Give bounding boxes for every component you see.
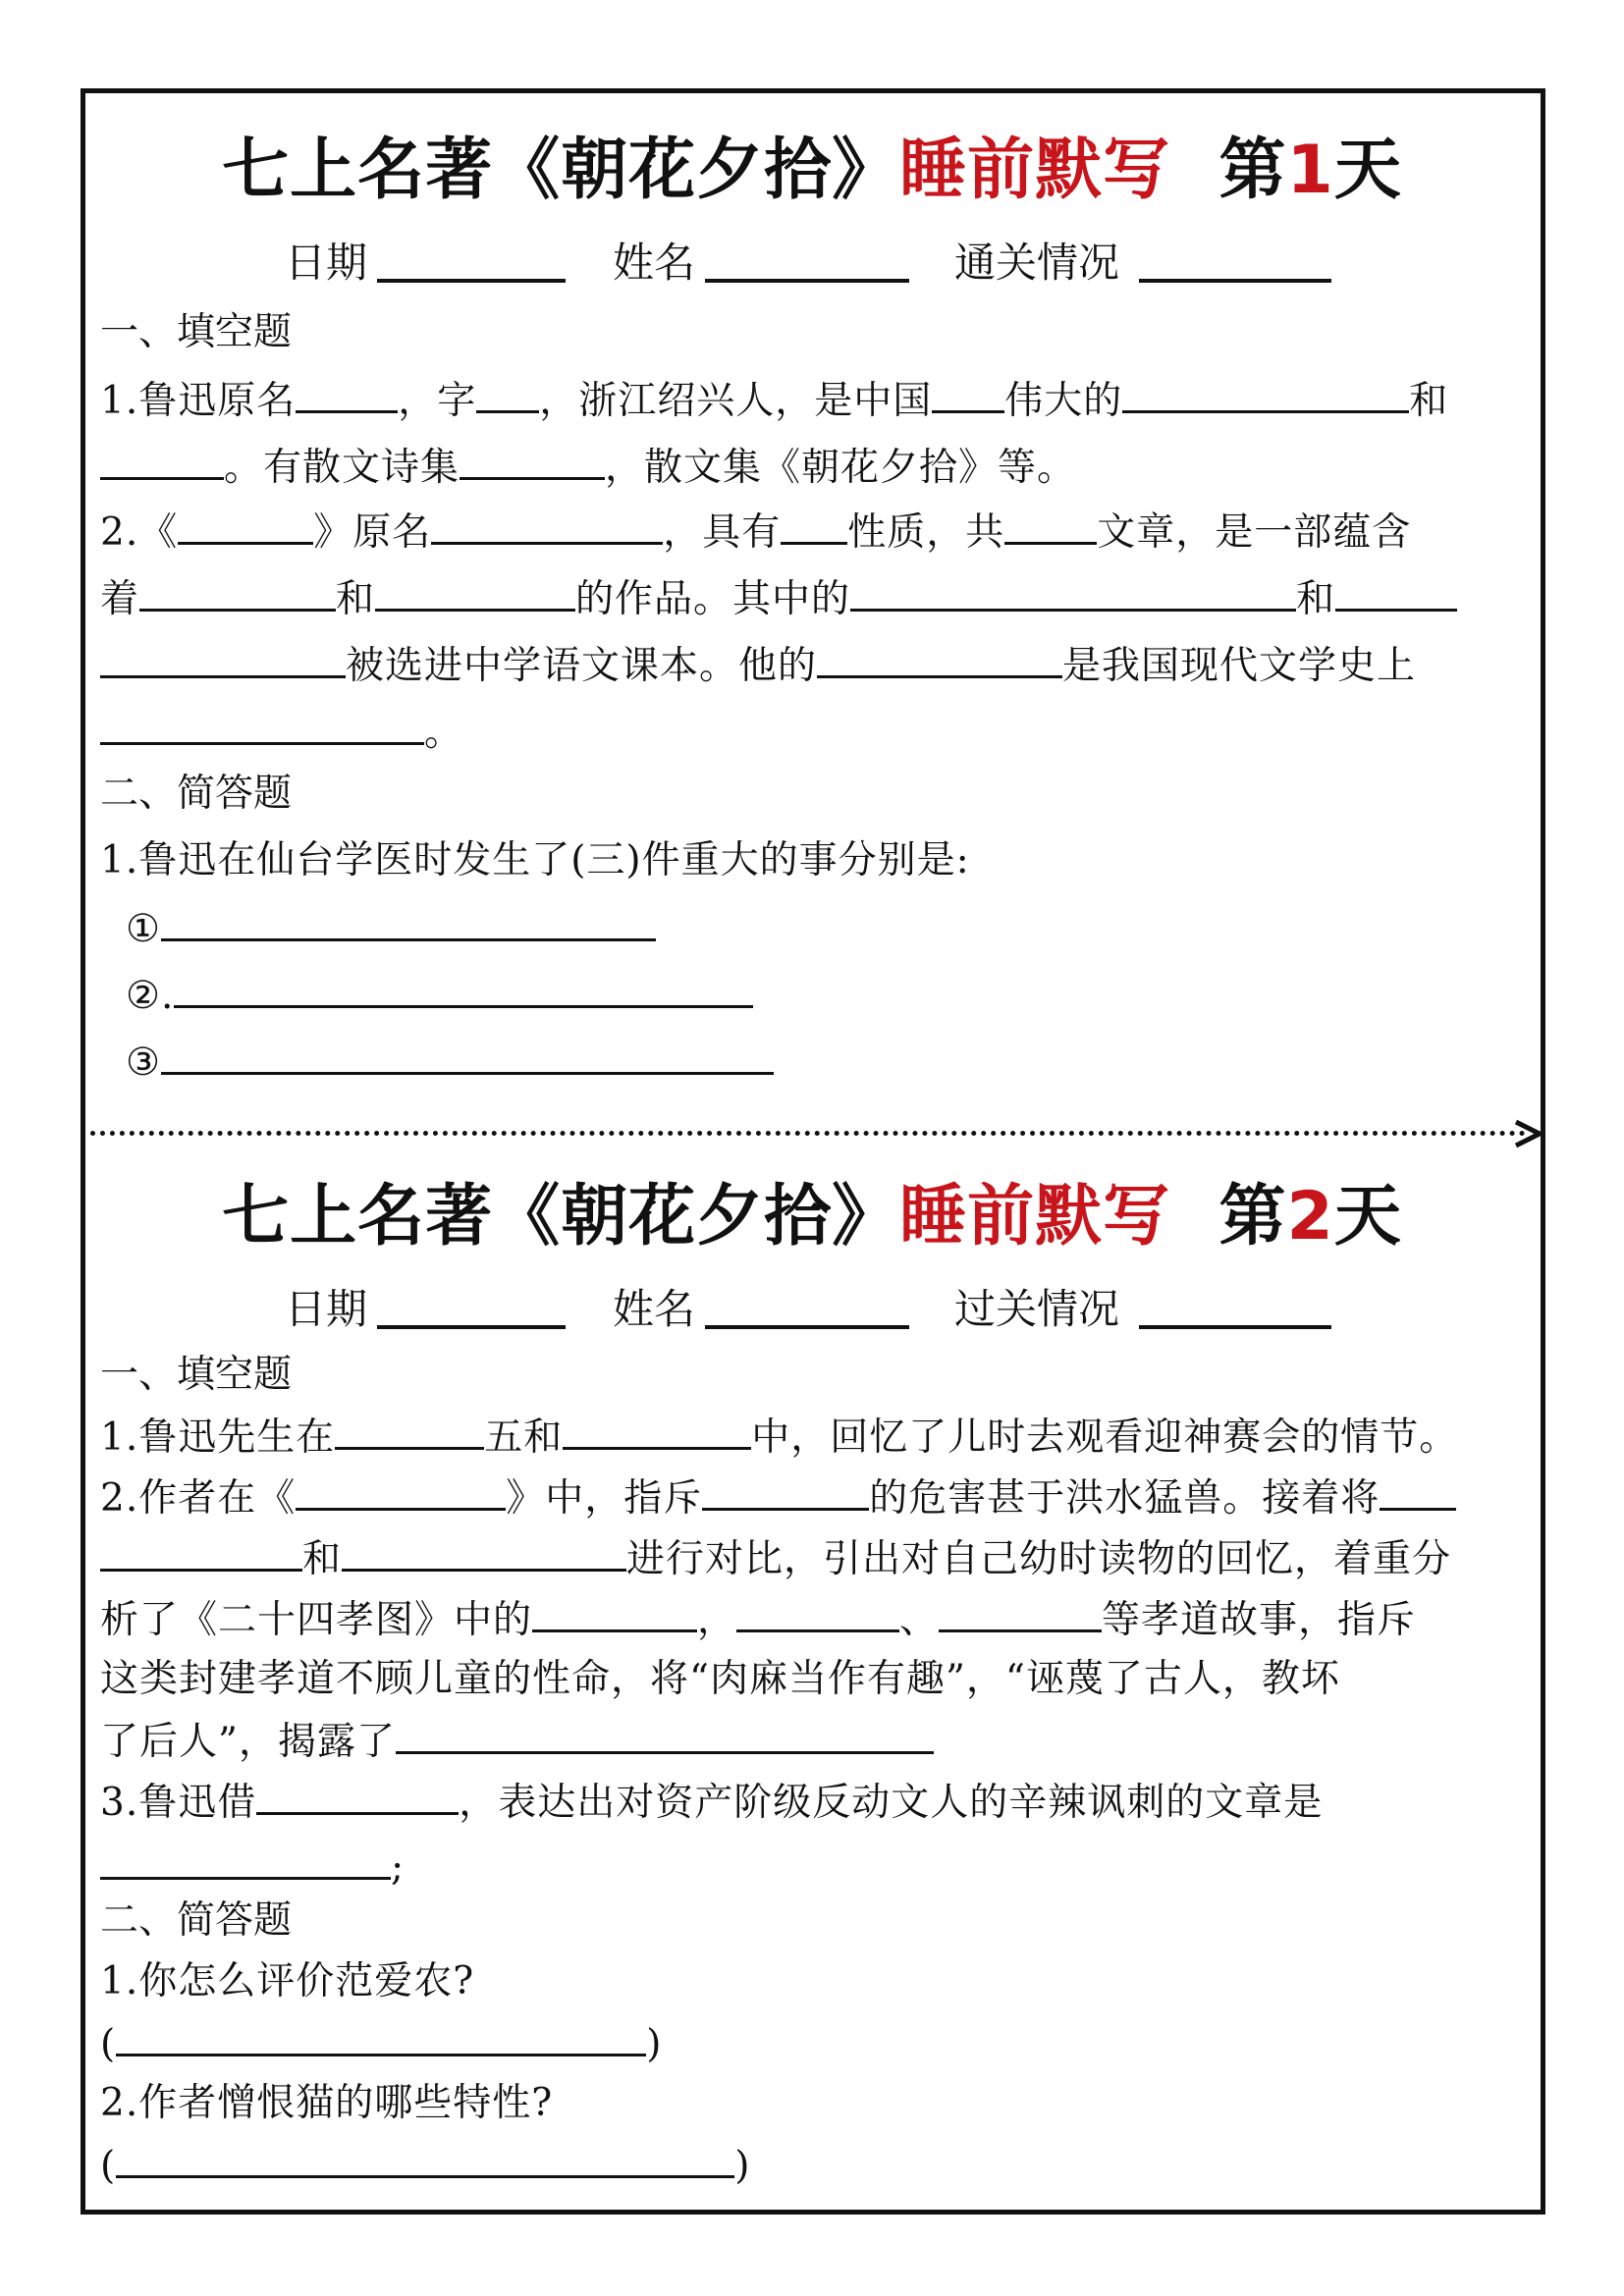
text: 中，回忆了儿时去观看迎神赛会的情节。 [751,1415,1459,1460]
day1-title-task: 睡前默写 [899,132,1171,209]
text: ( [100,2144,117,2188]
blank[interactable] [100,1840,391,1880]
text: 被选进中学语文课本。他的 [346,644,818,688]
blank[interactable] [100,705,424,745]
text: 1.鲁迅先生在 [100,1415,336,1460]
day2-date-label: 日期 [285,1285,368,1333]
day1-q2-line4 [100,705,463,760]
text: ) [646,2022,663,2066]
text: ， [697,1598,737,1642]
text: 是我国现代文学史上 [1062,644,1417,688]
text: 2.作者在《 [100,1476,297,1521]
text: ②. [126,974,175,1018]
blank[interactable] [1380,1470,1456,1511]
text: 》原名 [313,510,432,555]
day1-status-label: 通关情况 [954,239,1120,287]
blank[interactable] [781,505,847,545]
blank[interactable] [296,373,398,413]
text: 伟大的 [1004,379,1123,423]
blank[interactable] [100,638,346,678]
text: ③ [126,1041,161,1085]
blank[interactable] [939,1592,1102,1632]
text: 性质，共 [847,510,1005,555]
blank[interactable] [932,373,1004,413]
blank[interactable] [335,1410,484,1450]
blank[interactable] [296,1470,506,1511]
blank[interactable] [161,901,656,941]
day2-title-task: 睡前默写 [899,1178,1171,1255]
day2-status-field[interactable] [1139,1282,1331,1329]
day2-q1-line1 [100,1410,1458,1465]
cut-line-divider [90,1131,1526,1136]
text: 着 [100,577,140,621]
day2-s1-question: 1.你怎么评价范爱农? [100,1959,475,2003]
day1-q2-line2 [100,571,1457,626]
day1-section-fill: 一、填空题 [100,310,293,354]
text: 。 [424,711,464,755]
day2-title [0,1178,1624,1256]
text: ; [391,1845,406,1890]
text: ( [100,2022,117,2066]
blank[interactable] [100,1531,302,1572]
text: 进行对比，引出对自己幼时读物的回忆，着重分 [626,1537,1452,1581]
text: 》中，指斥 [506,1476,703,1521]
text: 和 [1409,379,1449,423]
blank[interactable] [100,440,224,480]
blank[interactable] [1335,571,1457,612]
text: ，散文集《朝花夕拾》等。 [605,446,1077,490]
blank[interactable] [375,571,575,612]
text: 和 [302,1537,343,1581]
day1-title-day-number: 1 [1286,132,1334,209]
day2-q2-line1 [100,1470,1456,1525]
blank[interactable] [342,1531,626,1572]
day1-s1-question: 1.鲁迅在仙台学医时发生了(三)件重大的事分别是: [100,838,970,882]
day1-name-field[interactable] [705,236,909,283]
day1-title [0,132,1624,210]
text: 等孝道故事，指斥 [1102,1598,1417,1642]
day1-q1-line1 [100,373,1448,428]
day2-name-label: 姓名 [613,1285,696,1333]
blank[interactable] [174,968,753,1008]
text: 2.《 [100,510,179,555]
day2-q2-line2 [100,1531,1451,1586]
day2-title-suffix: 天 [1333,1178,1402,1255]
blank[interactable] [850,571,1296,612]
text: ，浙江绍兴人，是中国 [539,379,933,423]
text: ① [126,907,161,951]
day2-title-book: 七上名著《朝花夕拾》 [222,1178,900,1255]
blank[interactable] [178,505,313,545]
day2-q2-line3 [100,1592,1416,1647]
day1-title-prefix: 第 [1218,132,1287,209]
text: 和 [1296,577,1336,621]
text: ，字 [398,379,477,423]
day2-date-field[interactable] [377,1282,566,1329]
blank[interactable] [116,2016,646,2056]
day2-q3-line1 [100,1775,1323,1830]
day2-section-fill: 一、填空题 [100,1353,293,1397]
blank[interactable] [460,440,605,480]
day2-s1-answer [100,2016,662,2071]
blank[interactable] [431,505,663,545]
day2-section-short: 二、简答题 [100,1898,293,1943]
day2-q3-line2 [100,1840,405,1895]
day1-s1-item2 [126,968,753,1023]
blank[interactable] [702,1470,869,1511]
blank[interactable] [161,1035,774,1075]
arrow-right-icon [1510,1119,1545,1148]
day2-s2-answer [100,2138,750,2193]
text: 、 [899,1598,940,1642]
blank[interactable] [476,373,539,413]
day2-title-day-number: 2 [1286,1178,1334,1255]
day1-s1-item1 [126,901,656,956]
blank[interactable] [256,1775,459,1815]
blank[interactable] [563,1410,751,1450]
text: 五和 [484,1415,564,1460]
day2-status-label: 过关情况 [954,1285,1120,1333]
blank[interactable] [1122,373,1409,413]
blank[interactable] [736,1592,899,1632]
day2-name-field[interactable] [705,1282,909,1329]
blank[interactable] [1004,505,1097,545]
text: 的危害甚于洪水猛兽。接着将 [869,1476,1380,1521]
day1-date-field[interactable] [377,236,566,283]
blank[interactable] [817,638,1062,678]
text: 的作品。其中的 [575,577,851,621]
text: 析了《二十四孝图》中的 [100,1598,533,1642]
text: 和 [336,577,376,621]
day1-status-field[interactable] [1139,236,1331,283]
day2-q2-line4: 这类封建孝道不顾儿童的性命，将“肉麻当作有趣”，“诬蔑了古人，教坏 [100,1657,1340,1701]
text: 3.鲁迅借 [100,1781,257,1825]
day1-title-suffix: 天 [1333,132,1402,209]
day1-date-label: 日期 [285,239,368,287]
day1-q1-line2 [100,440,1076,495]
blank[interactable] [396,1714,934,1754]
blank[interactable] [116,2138,734,2178]
day2-title-prefix: 第 [1218,1178,1287,1255]
day2-s2-question: 2.作者憎恨猫的哪些特性? [100,2081,554,2125]
day1-q2-line3 [100,638,1416,693]
day1-section-short: 二、简答题 [100,772,293,816]
text: 1.鲁迅原名 [100,379,297,423]
day1-s1-item3 [126,1035,774,1090]
text: 文章，是一部蕴含 [1097,510,1412,555]
text: 了后人”，揭露了 [100,1720,396,1764]
blank[interactable] [532,1592,697,1632]
text: 。有散文诗集 [224,446,460,490]
day1-q2-line1 [100,505,1411,560]
text: ，表达出对资产阶级反动文人的辛辣讽刺的文章是 [459,1781,1324,1825]
day1-title-book: 七上名著《朝花夕拾》 [222,132,900,209]
text: ) [734,2144,751,2188]
blank[interactable] [139,571,336,612]
day1-name-label: 姓名 [613,239,696,287]
text: ，具有 [663,510,782,555]
day2-q2-line5 [100,1714,934,1769]
